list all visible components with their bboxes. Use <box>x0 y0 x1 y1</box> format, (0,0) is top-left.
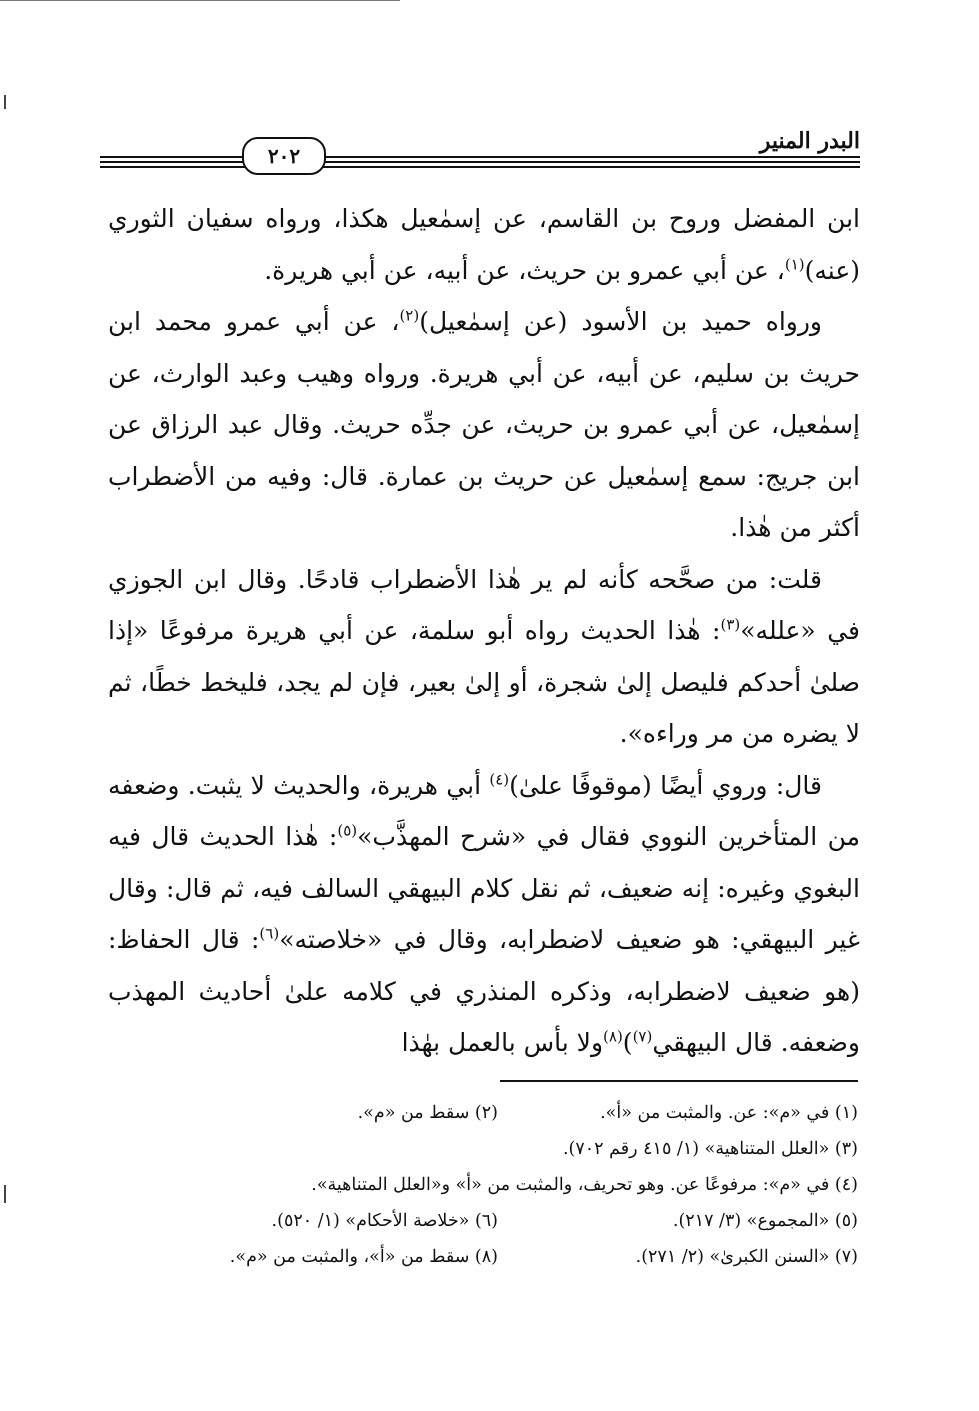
footnote-reference: (٣) <box>720 615 741 634</box>
text-segment: : هٰذا الحديث رواه أبو سلمة، عن أبي هريرة مرفوعًا «إذا صلىٰ أحدكم فليصل إلىٰ شجرة، أو إلىٰ بعير، فإن لم يجد، فليخط خطًا، ثم لا يضره من مر وراءه». <box>108 616 860 748</box>
text-segment: : هٰذا الحديث قال فيه البغوي وغيره: إنه ضعيف، ثم نقل كلام البيهقي السالف فيه، ثم قال: وقال غير البيهقي: هو ضعيف لاضطرابه، وقال في «خلاصته» <box>108 822 861 954</box>
footnote: (١) في «م»: عن. والمثبت من «أ». <box>600 1103 858 1123</box>
footnote-reference: (٤) <box>489 770 510 789</box>
running-title: البدر المنير <box>759 128 860 154</box>
text-segment: ) <box>622 1028 633 1057</box>
text-segment: قال: وروي أيضًا (موقوفًا علىٰ) <box>509 770 822 800</box>
footnote-reference: (٥) <box>337 821 358 840</box>
text-segment: أبي هريرة، والحديث لا يثبت. وضعفه من المتأخرين النووي فقال في «شرح المهذَّب» <box>108 770 861 851</box>
footnote-row <box>150 1095 858 1131</box>
footnote: (٣) «العلل المتناهية» (١/ ٤١٥ رقم ٧٠٢). <box>562 1139 858 1159</box>
page-number: ٢٠٢ <box>267 144 301 168</box>
paragraph-p4 <box>108 760 860 1069</box>
footnote: (٨) سقط من «أ»، والمثبت من «م». <box>229 1247 498 1267</box>
footnote-row <box>150 1239 858 1275</box>
footnote-reference: (٨) <box>603 1027 623 1046</box>
footnotes <box>150 1095 858 1275</box>
text-segment: ورواه حميد بن الأسود (عن إسمٰعيل) <box>419 307 822 336</box>
text-segment: ، عن أبي عمرو محمد ابن حريث بن سليم، عن أبيه، عن أبي هريرة. ورواه وهيب وعبد الوارث، عن إسمٰعيل، عن أبي عمرو بن حريث، عن جدِّه حريث. وقال عبد الرزاق عن ابن جريج: سمع إسمٰعيل عن حريث بن عمارة. قال: وفيه من الأضطراب أكثر من هٰذا. <box>108 307 860 542</box>
text-segment: قلت: من صحَّحه كأنه لم ير هٰذا الأضطراب قادحًا. وقال ابن الجوزي في «علله» <box>108 564 860 645</box>
paragraph-p2 <box>108 296 860 554</box>
scan-top-edge <box>0 0 400 1</box>
footnote-reference: (٦) <box>259 924 280 943</box>
page-number-badge <box>242 137 326 175</box>
header-rule <box>100 156 860 158</box>
footnote: (٧) «السنن الكبرىٰ» (٢/ ٢٧١). <box>635 1247 858 1267</box>
scan-edge-mark <box>4 1185 6 1203</box>
text-segment: ابن المفضل وروح بن القاسم، عن إسمٰعيل هكذا، ورواه سفيان الثوري (عنه) <box>108 204 860 285</box>
header-rule <box>100 161 860 163</box>
footnote: (٦) «خلاصة الأحكام» (١/ ٥٢٠). <box>271 1211 498 1231</box>
text-segment: : قال الحفاظ: (هو ضعيف لاضطرابه، وذكره المنذري في كلامه علىٰ أحاديث المهذب وضعفه. قال البيهقي <box>108 925 860 1057</box>
footnote-row <box>150 1131 858 1167</box>
header-rule <box>100 166 860 168</box>
text-segment: ولا بأس بالعمل بهٰذا <box>401 1028 604 1057</box>
page-header <box>100 128 860 178</box>
footnote-row <box>150 1203 858 1239</box>
text-segment: ، عن أبي عمرو بن حريث، عن أبيه، عن أبي هريرة. <box>264 255 785 285</box>
footnote-reference: (١) <box>784 255 805 274</box>
paragraph-p1 <box>108 193 860 296</box>
footnote-reference: (٢) <box>399 306 420 325</box>
footnote <box>150 1167 311 1203</box>
scan-edge-mark <box>4 95 6 109</box>
footnote-reference: (٧) <box>632 1027 653 1046</box>
footnote: (٤) في «م»: مرفوعًا عن. وهو تحريف، والمثبت من «أ» و«العلل المتناهية». <box>311 1175 858 1195</box>
footnote <box>150 1131 563 1167</box>
footnote: (٢) سقط من «م». <box>357 1103 498 1123</box>
paragraph-p3 <box>108 554 860 760</box>
main-text <box>108 193 860 1069</box>
footnote-separator <box>500 1080 858 1082</box>
footnote: (٥) «المجموع» (٣/ ٢١٧). <box>672 1211 858 1231</box>
footnote-row <box>150 1167 858 1203</box>
